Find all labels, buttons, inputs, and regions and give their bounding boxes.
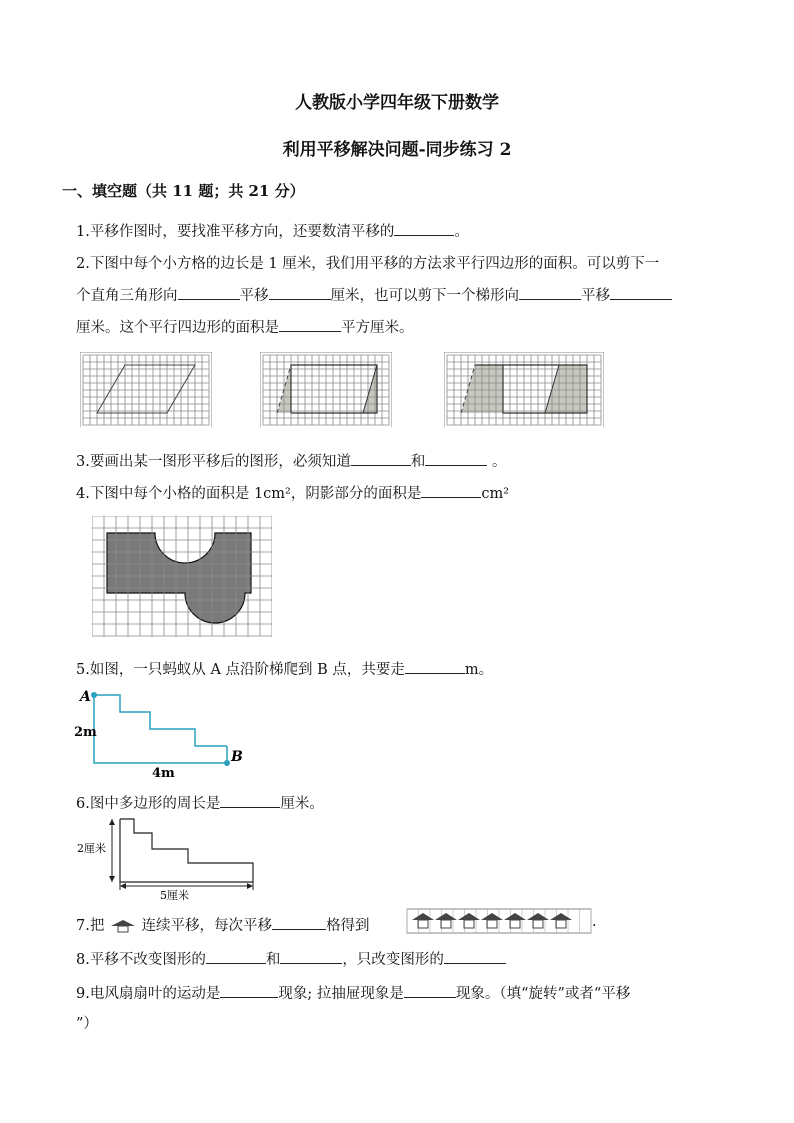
house-body [418,920,428,928]
q5-blank[interactable] [405,659,465,674]
question-2-line1: 2.下图中每个小方格的边长是 1 厘米，我们用平移的方法求平行四边形的面积。可以剪下一 [76,256,660,272]
label-width: 4m [152,766,175,780]
question-9-line2: ”） [76,1016,98,1032]
question-3 [76,450,506,471]
house-icon [109,917,137,933]
label-height: 2厘米 [77,842,106,855]
q7-end: . [592,914,597,930]
label-b: B [231,749,243,765]
q7-house-row-figure [406,908,592,934]
section-heading: 一、填空题（共 11 题；共 21 分） [62,182,305,200]
house-icon [550,913,572,920]
q6-blank[interactable] [220,793,280,808]
label-a: A [80,689,91,705]
house-icon [458,913,480,920]
page-subtitle: 利用平移解决问题-同步练习 2 [282,140,512,160]
label-width: 5厘米 [160,889,189,902]
q5-text-a: 5.如图，一只蚂蚁从 A 点沿阶梯爬到 B 点，共要走 [76,662,405,678]
q2-text-d: 平移 [581,288,610,304]
q9-text-a: 9.电风扇扇叶的运动是 [76,986,221,1002]
arrow-head [109,876,115,882]
q4-blank[interactable] [421,483,481,498]
house-body [441,920,451,928]
q8-blank-3[interactable] [444,949,506,964]
q1-blank[interactable] [394,221,454,236]
q4-figure-shaded-shape [92,516,272,643]
question-4 [76,482,509,503]
q2-blank-5[interactable] [279,317,341,332]
question-8 [76,948,506,969]
q4-text-a: 4.下图中每个小格的面积是 1cm²，阴影部分的面积是 [76,486,422,502]
rectangle-outline [291,365,377,413]
q3-text-b: 和 [410,454,426,470]
question-2-line3 [76,316,414,337]
q2-blank-1[interactable] [178,285,240,300]
q2-blank-3[interactable] [519,285,581,300]
q7-text-c: 格得到 [326,918,370,934]
q6-unit: 厘米。 [280,796,324,812]
q8-text-a: 8.平移不改变图形的 [76,952,206,968]
q1-text: 1.平移作图时，要找准平移方向，还要数清平移的 [76,224,395,240]
point-a-dot [91,692,97,698]
question-6 [76,792,324,813]
q6-text-a: 6.图中多边形的周长是 [76,796,221,812]
house-body [464,920,474,928]
q6-figure-polygon [72,812,262,904]
question-9-line1 [76,982,630,1003]
grid-lines [80,352,212,427]
q3-blank-2[interactable] [425,451,487,466]
q2-figure-parallelogram [80,352,212,427]
house-icon [435,913,457,920]
house-icon [481,913,503,920]
house-icon [504,913,526,920]
q1-end: 。 [454,224,469,240]
q9-blank-1[interactable] [220,983,278,998]
house-body [510,920,520,928]
house-body [556,920,566,928]
page-title: 人教版小学四年级下册数学 [295,93,499,113]
q9-text-c: 现象。（填“旋转”或者“平移 [455,986,631,1002]
question-2-line2 [76,284,672,305]
q2-figure-trapezoid-move [444,352,604,427]
q2-text-a: 个直角三角形向 [76,288,178,304]
q2-figure-triangle-move [260,352,392,427]
q7-blank[interactable] [272,915,326,930]
q2-text-f: 平方厘米。 [341,320,414,336]
q2-blank-2[interactable] [269,285,331,300]
q5-figure-staircase [72,684,252,780]
q8-text-b: 和 [265,952,281,968]
q9-blank-2[interactable] [404,983,456,998]
q9-text-b: 现象; 拉抽屉现象是 [278,986,404,1002]
house-body [533,920,543,928]
q3-text-c: 。 [487,454,507,470]
house-icon [412,913,434,920]
arrow-head [247,883,253,889]
question-1 [76,220,469,241]
stair-path [94,695,227,746]
q4-unit: cm² [481,486,510,502]
q3-text-a: 3.要画出某一图形平移后的图形，必须知道 [76,454,351,470]
house-icon [527,913,549,920]
q2-text-b: 平移 [239,288,269,304]
q8-text-c: ，只改变图形的 [342,952,444,968]
q8-blank-2[interactable] [280,949,342,964]
shaded-region [107,533,251,623]
q2-text-c: 厘米，也可以剪下一个梯形向 [330,288,519,304]
q7-text-a: 7.把 [76,918,105,934]
q5-unit: m。 [464,662,494,678]
point-b-dot [224,760,230,766]
q2-blank-4[interactable] [610,285,672,300]
question-5 [76,658,493,679]
polygon-outline [120,819,253,882]
arrow-head [120,883,126,889]
house-body [487,920,497,928]
q3-blank-1[interactable] [351,451,411,466]
q8-blank-1[interactable] [206,949,266,964]
q7-text-b: 连续平移，每次平移 [141,918,273,934]
question-7 [76,914,370,935]
house-row [407,909,591,933]
arrow-head [109,819,115,825]
label-height: 2m [74,725,97,740]
q2-text-e: 厘米。这个平行四边形的面积是 [76,320,279,336]
